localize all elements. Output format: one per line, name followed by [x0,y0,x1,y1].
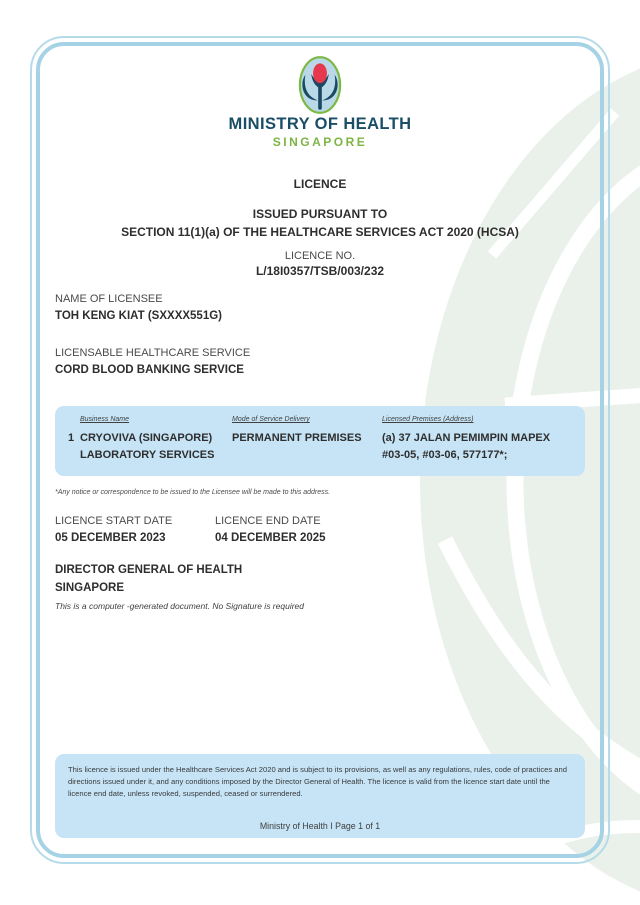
computer-generated-note: This is a computer -generated document. No Signature is required [55,601,304,611]
licence-end-date-label: LICENCE END DATE [215,515,321,527]
licence-start-date-label: LICENCE START DATE [55,515,173,527]
issued-pursuant-line: ISSUED PURSUANT TO [252,207,388,221]
licence-end-date: 04 DECEMBER 2025 [215,532,326,544]
row-number: 1 [68,432,75,444]
service-label: LICENSABLE HEALTHCARE SERVICE [55,347,251,359]
header-spacer [62,416,80,423]
licence-no-label: LICENCE NO. [284,250,356,262]
ministry-title: MINISTRY OF HEALTH [228,115,412,133]
header-business-name: Business Name [80,416,130,423]
header-mode-of-service: Mode of Service Delivery [232,416,310,423]
table-row [62,430,573,464]
licence-no-value: L/18I0357/TSB/003/232 [255,264,385,278]
licensee-name: TOH KENG KIAT (SXXXX551G) [55,310,222,322]
premises-table-header-row [62,416,573,430]
row-address: (a) 37 JALAN PEMIMPIN MAPEX #03-05, #03-06, 577177*; [382,432,551,462]
page-footer: Ministry of Health I Page 1 of 1 [259,821,381,831]
licensee-label: NAME OF LICENSEE [55,293,163,305]
licence-title: LICENCE [293,177,347,191]
address-footnote: *Any notice or correspondence to be issued to the Licensee will be made to this address. [55,489,331,496]
conditions-box [55,754,585,838]
conditions-text: This licence is issued under the Healthcare Services Act 2020 and is subject to its provisions, as well as any regulations, rules, code of practices and directions issued under it, and any conditions imposed by the Director General of Health. The licence is valid from the licence start date until the licence end date, unless revoked, suspended, ceased or surrendered. [68,765,567,799]
premises-table [55,406,585,476]
row-business-name: CRYOVIVA (SINGAPORE) LABORATORY SERVICES [80,432,215,462]
act-section-line: SECTION 11(1)(a) OF THE HEALTHCARE SERVICES ACT 2020 (HCSA) [121,225,519,239]
header-licensed-premises: Licensed Premises (Address) [382,416,474,423]
row-mode: PERMANENT PREMISES [232,432,362,444]
service-name: CORD BLOOD BANKING SERVICE [55,364,244,376]
director-general-line: DIRECTOR GENERAL OF HEALTH [55,564,243,576]
moh-logo-icon [298,55,342,120]
ministry-country: SINGAPORE [272,135,368,149]
director-general-country: SINGAPORE [55,582,125,594]
licence-start-date: 05 DECEMBER 2023 [55,532,166,544]
